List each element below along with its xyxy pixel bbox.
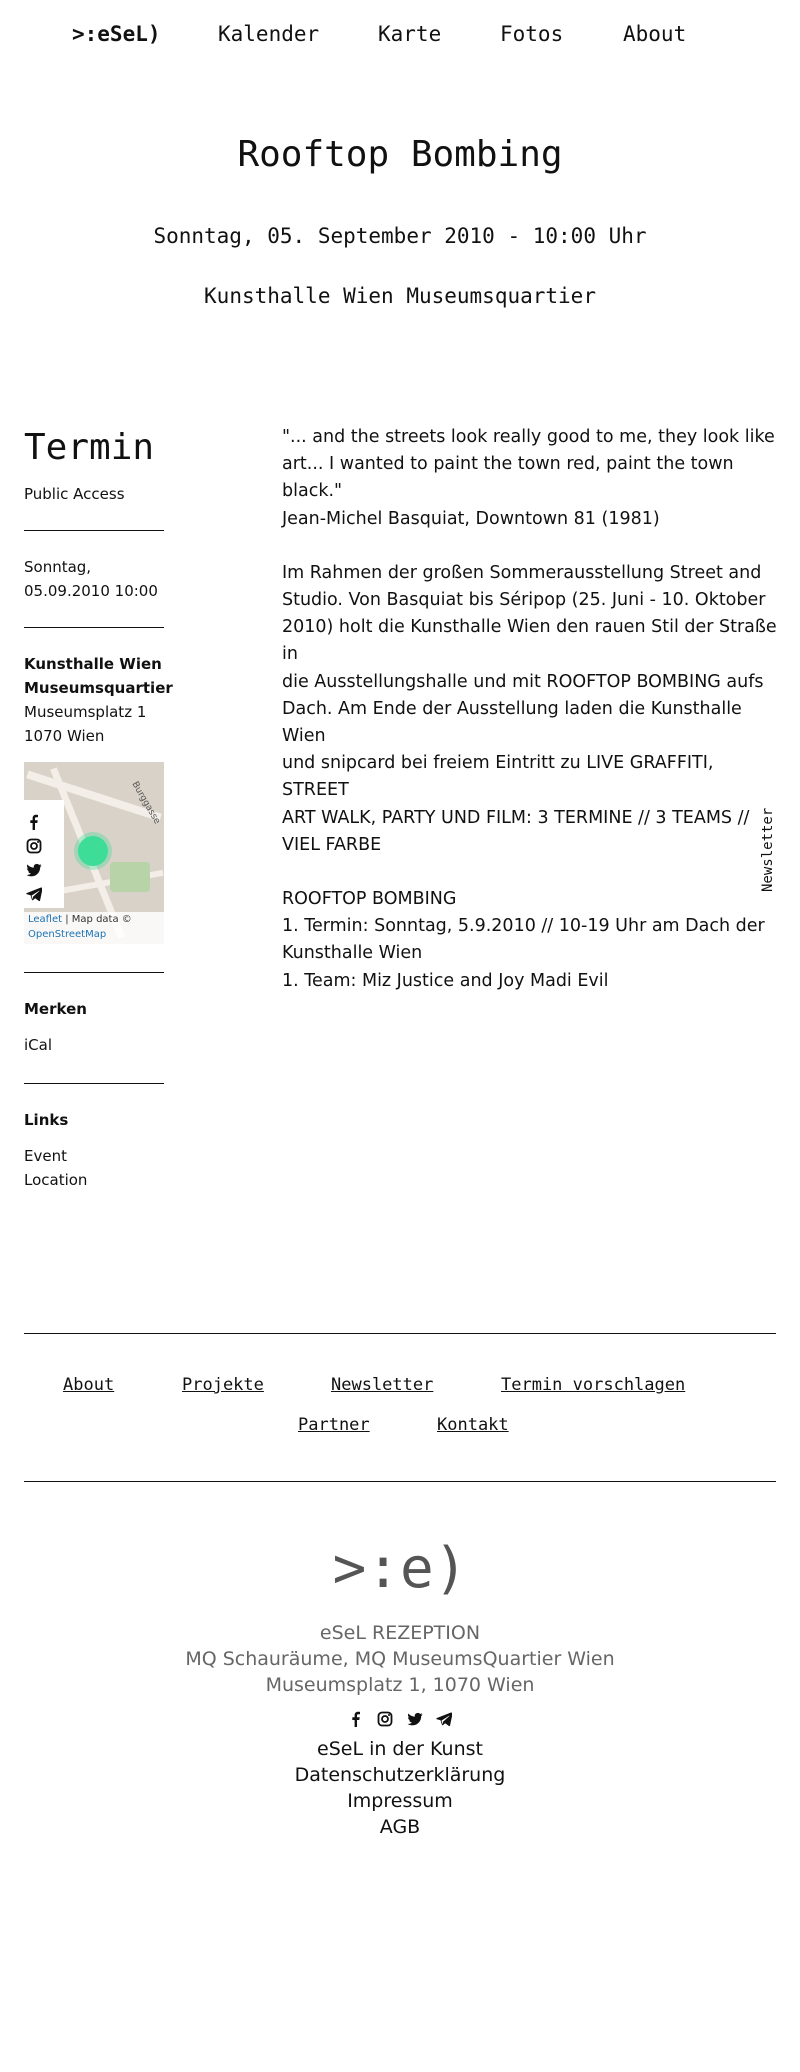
sidebar-date-value: 05.09.2010 10:00	[24, 582, 158, 600]
event-description	[282, 424, 782, 1022]
quote-paragraph	[282, 424, 782, 533]
text-line: VIEL FARBE	[282, 834, 382, 855]
sidebar-date-weekday: Sonntag,	[24, 558, 92, 576]
twitter-icon[interactable]	[407, 1711, 423, 1727]
nav-item-karte[interactable]: Karte	[378, 22, 442, 46]
description-paragraph	[282, 560, 782, 859]
access-label: Public Access	[24, 485, 125, 503]
footer-link-termin-vorschlagen[interactable]: Termin vorschlagen	[501, 1375, 686, 1395]
event-location: Kunsthalle Wien Museumsquartier	[204, 284, 596, 308]
address-line: MQ Schauräume, MQ MuseumsQuartier Wien	[185, 1648, 615, 1670]
event-sidebar	[24, 424, 173, 748]
nav-item-kalender[interactable]: Kalender	[218, 22, 320, 46]
sidebar-divider	[24, 627, 164, 628]
ical-link[interactable]: iCal	[24, 1036, 53, 1054]
text-line: 1. Termin: Sonntag, 5.9.2010 // 10-19 Uhr am Dach der	[282, 916, 765, 937]
sidebar-divider	[24, 972, 164, 973]
footer-link-esel-in-der-kunst[interactable]: eSeL in der Kunst	[317, 1738, 483, 1760]
twitter-icon[interactable]	[26, 862, 42, 878]
sidebar-lower	[24, 960, 164, 1192]
text-line: Dach. Am Ende der Ausstellung laden die Kunsthalle Wien	[282, 698, 742, 747]
footer-link-agb[interactable]: AGB	[379, 1816, 421, 1838]
event-datetime: Sonntag, 05. September 2010 - 10:00 Uhr	[153, 224, 647, 248]
top-navigation	[0, 0, 800, 74]
map-attribution-text: | Map data ©	[62, 914, 132, 925]
event-link[interactable]: Event	[24, 1147, 67, 1165]
telegram-icon[interactable]	[436, 1711, 452, 1727]
merken-heading: Merken	[24, 1000, 87, 1018]
footer-social-icons	[0, 1708, 800, 1727]
leaflet-link[interactable]: Leaflet	[28, 914, 63, 925]
footer-link-newsletter[interactable]: Newsletter	[331, 1375, 434, 1395]
text-line: 2010) holt die Kunsthalle Wien den rauen Stil der Straße in	[282, 617, 777, 665]
footer-divider	[24, 1333, 776, 1334]
footer-link-datenschutz[interactable]: Datenschutzerklärung	[294, 1764, 506, 1786]
text-line: Studio. Von Basquiat bis Séripop (25. Juni - 10. Oktober	[282, 590, 766, 611]
venue-name-line2: Museumsquartier	[24, 679, 173, 697]
text-line: "... and the streets look really good to me, they look like	[282, 427, 775, 447]
footer-link-projekte[interactable]: Projekte	[182, 1375, 264, 1395]
footer-logo: >:e)	[332, 1536, 468, 1601]
map-marker-icon[interactable]	[78, 836, 108, 866]
instagram-icon[interactable]	[377, 1711, 393, 1727]
footer-link-partner[interactable]: Partner	[298, 1415, 370, 1435]
footer-bottom-links	[0, 1736, 800, 1840]
nav-item-fotos[interactable]: Fotos	[500, 22, 564, 46]
footer-address	[0, 1620, 800, 1698]
sidebar-heading: Termin	[24, 427, 155, 468]
instagram-icon[interactable]	[26, 838, 42, 854]
text-line: ROOFTOP BOMBING	[282, 889, 457, 910]
text-line: art... I wanted to paint the town red, paint the town black."	[282, 454, 734, 502]
map-street-label: Burggasse	[129, 780, 162, 826]
newsletter-tab[interactable]: Newsletter	[760, 807, 776, 892]
text-line: die Ausstellungshalle und mit ROOFTOP BOMBING aufs	[282, 671, 764, 692]
sidebar-divider	[24, 530, 164, 531]
telegram-icon[interactable]	[26, 886, 42, 902]
address-line: eSeL REZEPTION	[319, 1622, 481, 1644]
event-title: Rooftop Bombing	[237, 134, 563, 175]
text-line: Kunsthalle Wien	[282, 943, 423, 964]
text-line: 1. Team: Miz Justice and Joy Madi Evil	[282, 970, 609, 991]
floating-social-bar	[24, 800, 64, 908]
nav-item-about[interactable]: About	[623, 22, 687, 46]
location-link[interactable]: Location	[24, 1171, 88, 1189]
address-line: Museumsplatz 1, 1070 Wien	[265, 1674, 535, 1696]
sidebar-divider	[24, 1083, 164, 1084]
openstreetmap-link[interactable]: OpenStreetMap	[28, 929, 107, 940]
footer-divider	[24, 1481, 776, 1482]
footer-link-about[interactable]: About	[63, 1375, 115, 1395]
footer-link-impressum[interactable]: Impressum	[347, 1790, 453, 1812]
rooftop-bombing-paragraph	[282, 886, 782, 995]
venue-street: Museumsplatz 1	[24, 703, 147, 721]
footer-link-kontakt[interactable]: Kontakt	[437, 1415, 509, 1435]
text-line: Jean-Michel Basquiat, Downtown 81 (1981)	[282, 508, 660, 529]
map-park	[110, 862, 150, 892]
venue-name-line1: Kunsthalle Wien	[24, 655, 162, 673]
text-line: ART WALK, PARTY UND FILM: 3 TERMINE // 3 TEAMS //	[282, 807, 750, 828]
links-heading: Links	[24, 1111, 69, 1129]
venue-city: 1070 Wien	[24, 727, 105, 745]
facebook-icon[interactable]	[26, 814, 42, 830]
facebook-icon[interactable]	[348, 1711, 364, 1727]
site-logo[interactable]: >:eSeL)	[72, 22, 161, 46]
text-line: und snipcard bei freiem Eintritt zu LIVE GRAFFITI, STREET	[282, 753, 714, 801]
text-line: Im Rahmen der großen Sommerausstellung Street and	[282, 562, 762, 583]
map-attribution	[24, 912, 164, 944]
